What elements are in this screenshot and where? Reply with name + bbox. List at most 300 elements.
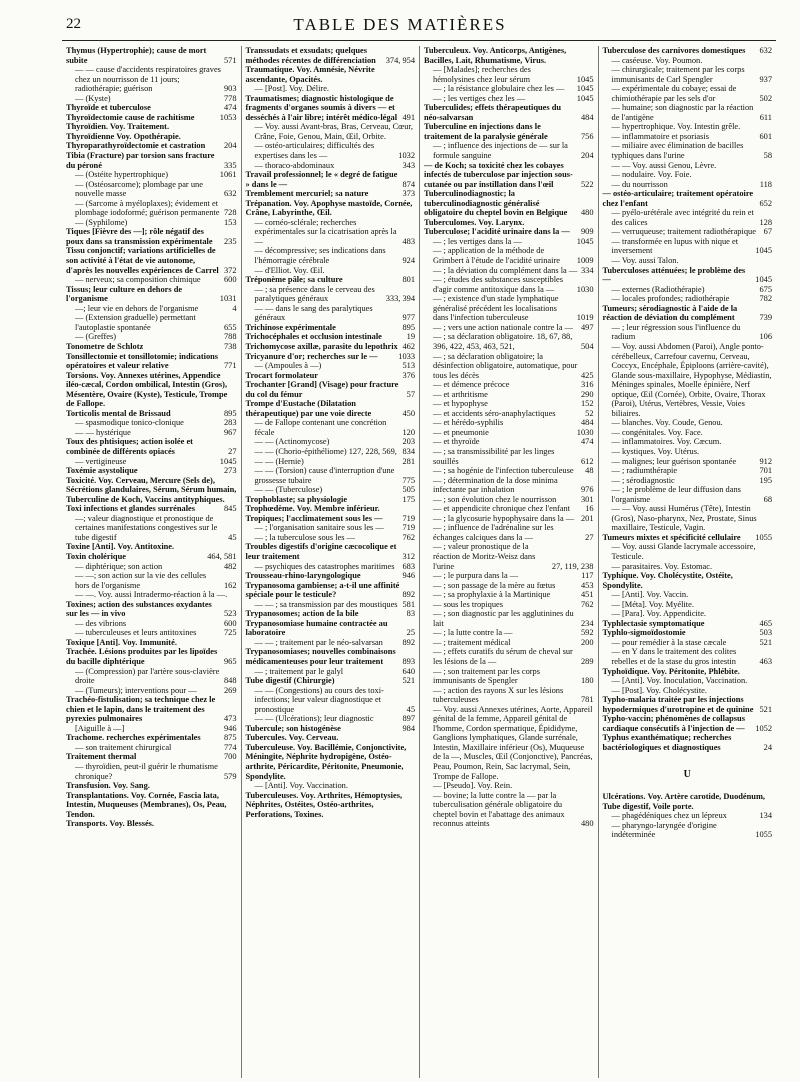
- entry-text: — vertigineuse: [75, 456, 127, 466]
- entry-page-number: 1061: [219, 170, 237, 180]
- entry-text: — ; action des rayons X sur les lésions tuberculeuses: [433, 685, 564, 705]
- entry-page-number: 180: [580, 676, 594, 686]
- entry-text: — (Ampoules à —): [254, 361, 322, 371]
- entry-text: Ulcérations. Voy. Artère carotide, Duodénum, Tube digestif, Voile porte.: [602, 792, 766, 811]
- entry-text: Tumeurs mixtes et spécificité cellulaire: [602, 532, 741, 542]
- entry-page-number: 201: [580, 513, 594, 523]
- entry-text: — verruqueuse; traitement radiothérapique: [611, 227, 756, 237]
- entry-page-number: 612: [580, 456, 594, 466]
- entry-page-number: 503: [759, 628, 772, 638]
- entry-text: — chirurgicale; traitement par les corps immunisants de Carl Spengler: [611, 65, 745, 84]
- entry-page-number: 463: [759, 657, 772, 666]
- index-subentry: [603, 342, 773, 418]
- entry-text: Tremblement mercuriel; sa nature: [245, 189, 369, 199]
- entry-text: — ; la résistance globulaire chez les —: [433, 84, 565, 94]
- entry-text: — et démence précoce: [433, 380, 510, 390]
- entry-text: — ; traitement par le galyl: [254, 666, 344, 676]
- entry-text: Transplantations. Voy. Cornée, Fascia lata, Intestin, Muqueuses (Membranes), Os, Peau, Tendon.: [66, 790, 227, 819]
- entry-page-number: 1032: [398, 151, 415, 161]
- index-entry: [66, 695, 237, 724]
- entry-text: Trypanosomiases; nouvelles combinaisons médicamenteuses pour leur traitement: [245, 647, 396, 666]
- index-subentry: [246, 361, 416, 371]
- entry-text: Tumeurs; sérodiagnostic à l'aide de la réaction de déviation du complément: [602, 303, 738, 323]
- index-entry: [246, 199, 416, 218]
- index-subentry: [66, 428, 237, 438]
- entry-text: Toxémie asystolique: [66, 466, 138, 476]
- entry-page-number: 374, 954: [385, 55, 415, 65]
- entry-page-number: 1030: [576, 427, 594, 437]
- index-entry: [66, 638, 237, 648]
- entry-text: — ; son diagnostic par les agglutinines du lait: [433, 609, 574, 628]
- entry-text: — ; la glycosurie hypophysaire dans la —: [433, 513, 575, 523]
- entry-page-number: 1045: [755, 246, 772, 256]
- entry-page-number: 781: [580, 695, 594, 705]
- index-entry: [66, 141, 237, 151]
- index-subentry: [246, 218, 416, 247]
- entry-text: — ; effets curatifs du sérum de cheval sur les lésions de la —: [433, 647, 573, 666]
- entry-page-number: 725: [223, 628, 237, 638]
- index-entry: [246, 743, 416, 781]
- index-entry: [424, 122, 594, 141]
- entry-text: — Voy. aussi Talon.: [611, 256, 679, 266]
- index-column-3: [419, 46, 598, 1078]
- entry-page-number: 571: [223, 55, 237, 65]
- index-entry: [424, 46, 594, 65]
- entry-text: — congénitales. Voy. Face.: [611, 427, 703, 437]
- index-subentry: [246, 84, 416, 94]
- entry-page-number: 195: [759, 475, 772, 485]
- entry-text: — ; son évolution chez le nourrisson: [433, 494, 557, 504]
- entry-text: — malignes; leur guérison spontanée: [611, 456, 737, 466]
- entry-text: — Voy. aussi Abdomen (Paroi), Angle ponto-cérébelleux, Carrefour cavernu, Cerveau, Coccyx, Encéphale, Épiploons (arrière-cavité), Glande sous-maxillaire, Hypophyse, Médiastin, Méninges spinales, Moelle épinière, Nerf optique, Œil (Cornée), Orbite, Ovaire, Thorax (Paroi), Utérus, Vertèbres, Vessie, Voies biliaires.: [611, 341, 772, 418]
- index-subentry: [603, 180, 773, 190]
- entry-text: — (Tumeurs); interventions pour —: [75, 685, 197, 695]
- entry-text: — — dans le sang des paralytiques généraux: [254, 303, 373, 323]
- index-entry: [66, 352, 237, 371]
- entry-page-number: 1019: [576, 313, 594, 323]
- entry-text: — —; son action sur la vie des cellules hors de l'organisme: [75, 571, 207, 590]
- entry-text: Trypanosoma gambiense; a-t-il une affinité spéciale pour le testicule?: [245, 580, 400, 600]
- entry-text: — et accidents séro-anaphylactiques: [433, 408, 556, 418]
- entry-page-number: 1045: [755, 275, 772, 285]
- index-entry: [603, 533, 773, 543]
- entry-text: Tuberculose des carnivores domestiques: [602, 46, 746, 55]
- entry-page-number: 120: [402, 427, 415, 437]
- index-subentry: [246, 686, 416, 715]
- index-subentry: [66, 590, 237, 600]
- entry-page-number: 491: [402, 112, 415, 122]
- entry-text: — ostéo-articulaires; difficultés des expertises dans les —: [254, 141, 375, 161]
- entry-text: — (Greffes): [75, 332, 117, 342]
- entry-page-number: 895: [402, 322, 415, 332]
- entry-text: — [Anti]. Voy. Inoculation, Vaccination.: [611, 676, 748, 686]
- entry-text: — [Pseudo]. Voy. Rein.: [433, 781, 513, 791]
- entry-page-number: 675: [759, 284, 772, 294]
- entry-page-number: 290: [580, 389, 594, 399]
- entry-page-number: 502: [759, 93, 772, 103]
- index-subentry: [424, 141, 594, 160]
- entry-text: — ; sa présence dans le cerveau des paralytiques généraux: [254, 284, 375, 304]
- entry-text: — thyroïdien, peut-il guérir le rhumatisme chronique?: [75, 762, 218, 781]
- index-entry: [66, 132, 237, 142]
- index-subentry: [424, 514, 594, 524]
- entry-text: — caséeuse. Voy. Poumon.: [611, 55, 703, 65]
- entry-page-number: 762: [580, 599, 594, 609]
- index-subentry: [424, 686, 594, 705]
- index-subentry: [424, 266, 594, 276]
- entry-page-number: 513: [402, 361, 415, 371]
- index-subentry: [66, 686, 237, 696]
- entry-text: — parasitaires. Voy. Estomac.: [611, 561, 713, 571]
- index-subentry: [424, 667, 594, 686]
- index-entry: [424, 161, 594, 190]
- index-entry: [603, 714, 773, 733]
- entry-text: Tibia (Fracture) par torsion sans fracture du péroné: [66, 151, 215, 170]
- entry-page-number: 848: [223, 676, 237, 686]
- entry-text: — pour remédier à la stase cæcale: [611, 637, 727, 647]
- index-subentry: [603, 609, 773, 619]
- entry-page-number: 756: [580, 131, 594, 141]
- index-entry: [246, 332, 416, 342]
- entry-page-number: 57: [406, 389, 415, 399]
- entry-text: — (Ostéite hypertrophique): [75, 170, 169, 180]
- index-subentry: [424, 647, 594, 666]
- entry-text: — et appendicite chronique chez l'enfant: [433, 504, 571, 514]
- entry-page-number: 632: [759, 46, 772, 55]
- entry-text: Trachée. Lésions produites par les lipoïdes du bacille diphtérique: [66, 647, 218, 666]
- index-entry: [246, 495, 416, 505]
- entry-page-number: 269: [223, 685, 237, 695]
- index-subentry: [603, 256, 773, 266]
- index-entry: [246, 189, 416, 199]
- entry-text: — blanches. Voy. Coude, Genou.: [611, 418, 723, 428]
- index-entry: [66, 733, 237, 743]
- index-subentry: [603, 122, 773, 132]
- entry-text: Tropiques; l'acclimatement sous les —: [245, 513, 383, 523]
- index-subentry: [66, 562, 237, 572]
- entry-text: Tuberculoses atténuées; le problème des —: [602, 265, 746, 285]
- index-entry: [246, 323, 416, 333]
- index-subentry: [424, 275, 594, 294]
- entry-page-number: 462: [402, 341, 415, 351]
- entry-text: — son traitement chirurgical: [75, 742, 172, 752]
- index-subentry: [603, 141, 773, 160]
- index-subentry: [66, 313, 237, 332]
- entry-text: — hypertrophique. Voy. Intestin grêle.: [611, 122, 741, 132]
- entry-page-number: 1045: [219, 456, 237, 466]
- index-subentry: [246, 161, 416, 171]
- entry-text: — ; l'organisation sanitaire sous les —: [254, 523, 384, 533]
- index-subentry: [424, 542, 594, 571]
- entry-text: Trousseau-rhino-laryngologique: [245, 571, 361, 581]
- entry-page-number: 897: [402, 714, 415, 724]
- entry-text: Tonsillectomie et tonsillotomie; indications opératoires et valeur relative: [66, 351, 219, 371]
- entry-page-number: 640: [402, 666, 415, 676]
- index-subentry: [66, 457, 237, 467]
- entry-text: — ; influence des injections de — sur la formule sanguine: [433, 141, 568, 161]
- entry-page-number: 977: [402, 313, 415, 323]
- index-entry: [603, 695, 773, 714]
- entry-text: — décompressive; ses indications dans l'hémorragie cérébrale: [254, 246, 386, 266]
- index-entry: [66, 466, 237, 476]
- index-entry: [603, 619, 773, 629]
- entry-page-number: 484: [580, 112, 594, 122]
- index-entry: [603, 628, 773, 638]
- entry-page-number: 1031: [219, 294, 237, 304]
- entry-text: — ; la tuberculose sous les —: [254, 532, 355, 542]
- index-entry: [66, 246, 237, 275]
- index-subentry: [66, 275, 237, 285]
- index-entry: [66, 151, 237, 170]
- entry-text: Trachome. recherches expérimentales: [66, 733, 201, 743]
- entry-text: Typho-malaria traitée par les injections hypodermiques d'urotropine et de quinine: [602, 695, 754, 714]
- index-subentry: [246, 714, 416, 724]
- entry-page-number: 27: [228, 446, 237, 456]
- index-subentry: [603, 294, 773, 304]
- index-subentry: [603, 323, 773, 342]
- entry-page-number: 175: [402, 494, 415, 504]
- entry-text: Toxines; action des substances oxydantes sur les — in vivo: [66, 599, 212, 619]
- entry-text: Typhique. Voy. Cholécystite, Ostéite, Spondylite.: [602, 571, 733, 590]
- entry-text: — ; le problème de leur diffusion dans l'organisme: [611, 485, 741, 504]
- entry-text: — ; détermination de la dose minima infectante par inhalation: [433, 475, 558, 495]
- index-subentry: [66, 724, 237, 734]
- entry-text: — ; radiumthérapie: [611, 466, 678, 476]
- index-entry: [66, 46, 237, 65]
- entry-text: Trypanosomiase humaine contractée au laboratoire: [245, 618, 388, 638]
- entry-text: Tuberculeux. Voy. Anticorps, Antigènes, Bacilles, Lait, Rhumatisme, Virus.: [424, 46, 567, 65]
- entry-page-number: 58: [763, 151, 772, 161]
- entry-page-number: 334: [580, 265, 594, 275]
- entry-text: Trichomycose axillæ, parasite du lepothrix: [245, 341, 398, 351]
- entry-text: — ; le purpura dans la —: [433, 571, 519, 581]
- index-subentry: [246, 437, 416, 447]
- entry-text: — — (Ulcérations); leur diagnostic: [254, 714, 374, 724]
- entry-page-number: 521: [402, 676, 415, 686]
- entry-page-number: 484: [580, 418, 594, 428]
- index-entry: [603, 189, 773, 208]
- entry-text: Tiques [Fièvre des —]; rôle négatif des poux dans sa transmission expérimentale: [66, 227, 213, 246]
- entry-text: — ; vers une action nationale contre la —: [433, 322, 573, 332]
- index-subentry: [246, 562, 416, 572]
- entry-text: — kystiques. Voy. Utérus.: [611, 446, 700, 456]
- index-subentry: [424, 352, 594, 381]
- index-entry: [66, 437, 237, 456]
- entry-text: — externes (Radiothérapie): [611, 284, 705, 294]
- entry-text: — — (Chorio-épithéliome) 127, 228, 569,: [254, 446, 397, 456]
- entry-page-number: 281: [402, 456, 415, 466]
- entry-text: — (Kyste): [75, 93, 111, 103]
- index-subentry: [66, 762, 237, 781]
- index-subentry: [424, 791, 594, 829]
- index-subentry: [603, 811, 773, 821]
- index-subentry: [424, 495, 594, 505]
- index-subentry: [246, 266, 416, 276]
- entry-text: Tuberculeuse. Voy. Bacillémie, Conjonctivite, Méningite, Néphrite hydropigène, Ostéo-arthrite, Péricardite, Péritonite, Pneumonie, Spondylite.: [245, 742, 407, 781]
- page-header: [0, 14, 800, 40]
- entry-page-number: 775: [402, 475, 415, 485]
- entry-text: Transfusion. Voy. Sang.: [66, 781, 150, 791]
- index-subentry: [424, 447, 594, 466]
- entry-page-number: 801: [402, 275, 415, 285]
- entry-page-number: 1055: [755, 532, 772, 542]
- entry-page-number: 600: [223, 275, 237, 285]
- index-entry: [66, 409, 237, 419]
- entry-page-number: 312: [402, 551, 415, 561]
- entry-page-number: 203: [402, 437, 415, 447]
- index-subentry: [603, 590, 773, 600]
- entry-text: — ; études des substances susceptibles d'agir comme antitoxique dans la —: [433, 275, 564, 294]
- entry-page-number: 892: [402, 590, 415, 600]
- entry-page-number: 874: [402, 179, 415, 189]
- entry-text: Tuberculinodiagnostic; la tuberculinodiagnostic généralisé obligatoire du cheptel bovin en Belgique: [424, 189, 568, 218]
- entry-text: Trichinose expérimentale: [245, 322, 336, 332]
- index-entry: [246, 647, 416, 666]
- entry-text: Typhlectasie symptomatique: [602, 618, 705, 628]
- entry-page-number: 1045: [576, 84, 594, 94]
- index-subentry: [246, 122, 416, 141]
- index-entry: [66, 752, 237, 762]
- entry-text: — (Extension graduelle) permettant l'autoplastie spontanée: [75, 313, 196, 332]
- entry-text: Typho-vaccin; phénomènes de collapsus cardiaque consécutifs à l'injection de —: [602, 714, 745, 733]
- index-entry: [603, 266, 773, 285]
- index-subentry: [424, 237, 594, 247]
- entry-page-number: 497: [580, 322, 594, 332]
- entry-page-number: 1009: [576, 256, 594, 266]
- entry-text: — ; valeur pronostique de la réaction de Moritz-Weisz dans l'urine: [433, 542, 536, 571]
- entry-text: — nerveux; sa composition chimique: [75, 275, 201, 285]
- entry-text: Traumatique. Voy. Amnésie, Névrite ascendante, Opacités.: [245, 65, 375, 84]
- entry-page-number: 895: [223, 408, 237, 418]
- index-subentry: [246, 447, 416, 457]
- entry-text: Transsudats et exsudats; quelques méthodes récentes de différenciation: [245, 46, 376, 65]
- index-subentry: [66, 94, 237, 104]
- entry-page-number: 739: [759, 313, 772, 323]
- entry-page-number: 27: [585, 532, 594, 542]
- entry-page-number: 289: [580, 657, 594, 666]
- entry-text: Traitement thermal: [66, 752, 137, 762]
- index-subentry: [603, 227, 773, 237]
- entry-page-number: 976: [580, 485, 594, 495]
- index-subentry: [424, 504, 594, 514]
- entry-page-number: 719: [402, 523, 415, 533]
- entry-text: Thyroïdienne Voy. Opothérapie.: [66, 131, 181, 141]
- index-subentry: [246, 781, 416, 791]
- index-subentry: [66, 65, 237, 94]
- index-entry: [66, 647, 237, 666]
- entry-text: — tuberculeuses et leurs antitoxines: [75, 628, 197, 638]
- entry-text: Tuberculine en injections dans le traitement de la paralysie générale: [424, 122, 548, 141]
- entry-text: Typhus exanthématique; recherches bactériologiques et diagnostiques: [602, 733, 732, 752]
- index-subentry: [603, 447, 773, 457]
- entry-text: — [Anti]. Voy. Vaccination.: [254, 781, 348, 791]
- entry-page-number: 27, 119, 238: [551, 561, 594, 571]
- index-entry: [246, 380, 416, 399]
- index-entry: [66, 371, 237, 409]
- entry-page-number: 464, 581: [207, 551, 237, 561]
- index-subentry: [424, 476, 594, 495]
- entry-page-number: 782: [759, 294, 772, 304]
- entry-text: Toxique [Anti]. Voy. Immunité.: [66, 637, 177, 647]
- entry-text: Torsions. Voy. Annexes utérines, Appendice iléo-cæcal, Cordon ombilical, Intestin (Gros), Mésentère, Ovaire (Kyste), Testicule, Trompe de Fallope.: [66, 370, 228, 409]
- entry-text: — [Post]. Voy. Cholécystite.: [611, 685, 707, 695]
- entry-text: Troubles digestifs d'origine cæcocolique et leur traitement: [245, 542, 397, 561]
- entry-text: — ; son passage de la mère au fœtus: [433, 580, 556, 590]
- index-subentry: [603, 237, 773, 256]
- index-subentry: [603, 65, 773, 84]
- index-subentry: [603, 428, 773, 438]
- entry-text: Typhlo-sigmoïdostomie: [602, 628, 686, 638]
- index-subentry: [424, 600, 594, 610]
- index-subentry: [246, 533, 416, 543]
- index-entry: [66, 342, 237, 352]
- entry-text: — — Voy. aussi Humérus (Tête), Intestin (Gros), Naso-pharynx, Nez, Prostate, Sinus maxillaire, Testicule, Vagin.: [611, 504, 757, 533]
- index-entry: [66, 285, 237, 304]
- entry-page-number: 774: [223, 742, 237, 752]
- index-subentry: [424, 84, 594, 94]
- index-subentry: [603, 466, 773, 476]
- entry-page-number: 652: [759, 198, 772, 208]
- index-entry: [424, 189, 594, 218]
- entry-text: — cornéo-sclérale; recherches expérimentales sur la cicatrisation après la —: [254, 217, 397, 246]
- index-subentry: [424, 781, 594, 791]
- entry-text: — et arthritisme: [433, 389, 488, 399]
- index-subentry: [246, 485, 416, 495]
- entry-page-number: 128: [759, 217, 772, 227]
- index-subentry: [424, 418, 594, 428]
- entry-text: — — (Torsion) cause d'interruption d'une grossesse tubaire: [254, 466, 395, 485]
- index-subentry: [246, 418, 416, 437]
- entry-page-number: 701: [759, 466, 772, 476]
- entry-text: — transformée en lupus with nique et inversement: [611, 236, 739, 256]
- entry-text: Trachéo-fistulisation; sa technique chez le chien et le lapin, dans le traitement des pyrexies pulmonaires: [66, 695, 216, 724]
- index-entry: [246, 399, 416, 418]
- entry-page-number: 719: [402, 513, 415, 523]
- entry-text: Thymus (Hypertrophie); cause de mort subite: [66, 46, 207, 65]
- entry-page-number: 1055: [755, 830, 772, 840]
- entry-text: Thyroïdectomie cause de rachitisme: [66, 112, 195, 122]
- entry-page-number: 946: [223, 723, 237, 733]
- index-entry: [246, 504, 416, 514]
- index-entry: [66, 819, 237, 829]
- entry-page-number: 984: [402, 723, 415, 733]
- entry-text: — Voy. aussi Avant-bras, Bras, Cerveau, Cœur, Crâne, Foie, Genou, Main, Œil, Orbite.: [254, 122, 413, 141]
- entry-page-number: 909: [580, 227, 594, 237]
- entry-page-number: 453: [580, 580, 594, 590]
- index-entry: [246, 170, 416, 189]
- entry-page-number: 474: [223, 103, 237, 113]
- entry-text: Traumatismes; diagnostic histologique de fragments d'organes soumis à divers — et desséchés à l'air libre; intérêt médico-légal: [245, 93, 398, 122]
- entry-page-number: 937: [759, 74, 772, 84]
- entry-text: — ostéo-articulaire; traitement opératoire chez l'enfant: [602, 189, 754, 208]
- entry-text: — humaine; son diagnostic par la réaction de l'antigène: [611, 103, 754, 122]
- entry-page-number: 376: [402, 370, 415, 380]
- index-subentry: [424, 390, 594, 400]
- page-title: TABLE DES MATIÈRES: [293, 15, 507, 34]
- entry-page-number: 738: [223, 341, 237, 351]
- entry-text: — spasmodique tonico-clonique: [75, 418, 184, 428]
- index-entry: [66, 504, 237, 514]
- index-subentry: [66, 514, 237, 543]
- entry-text: — [Para]. Voy. Appendicite.: [611, 609, 707, 619]
- entry-text: — en Y dans le traitement des colites rebelles et de la stase du gros intestin: [611, 647, 737, 666]
- entry-page-number: 581: [402, 599, 415, 609]
- header-rule: [62, 40, 776, 41]
- index-subentry: [246, 246, 416, 265]
- index-entry: [66, 476, 237, 505]
- entry-page-number: 200: [580, 637, 594, 647]
- index-subentry: [246, 457, 416, 467]
